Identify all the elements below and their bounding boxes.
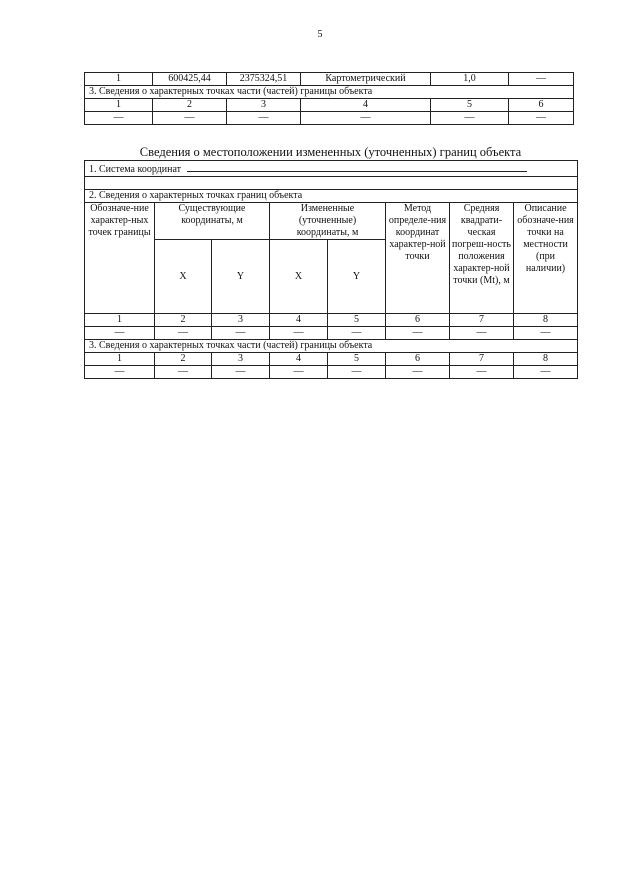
table-row [85,73,574,86]
table-cell: — [85,366,155,379]
header-method: Метод определе-ния координат характер-ной точки [386,203,450,314]
column-number: 1 [85,314,155,327]
section-heading: 2. Сведения о характерных точках границ объекта [85,190,578,203]
table-cell: 2375324,51 [227,73,301,86]
column-number: 4 [270,353,328,366]
table-cell: — [514,327,578,340]
table-row [85,99,574,112]
column-number: 1 [85,353,155,366]
table-cell: — [155,366,212,379]
column-number: 5 [328,353,386,366]
table-row [85,161,578,177]
table-cell: — [450,366,514,379]
header-y-changed: Y [328,240,386,314]
blank-line [187,161,527,172]
table-row [85,340,578,353]
table-cell: — [212,366,270,379]
column-number: 2 [153,99,227,112]
table-cell: 1 [85,73,153,86]
points-table-previous [84,72,574,125]
header-changed-coordinates: Измененные (уточненные) координаты, м [270,203,386,240]
column-number: 3 [212,353,270,366]
column-number: 8 [514,353,578,366]
table-cell: — [270,366,328,379]
table-cell: — [227,112,301,125]
header-designation: Обозначе-ние характер-ных точек границы [85,203,155,314]
table-row [85,353,578,366]
table-cell: — [514,366,578,379]
coordinate-system-row [85,161,578,177]
table-cell: — [386,327,450,340]
column-number: 3 [227,99,301,112]
header-existing-coordinates: Существующие координаты, м [155,203,270,240]
table-cell: — [328,366,386,379]
table-cell: 600425,44 [153,73,227,86]
header-description: Описание обозначе-ния точки на местности (при наличии) [514,203,578,314]
table-row [85,177,578,190]
table-row [85,327,578,340]
table-row [85,112,574,125]
table-cell: — [450,327,514,340]
blank-row [85,177,578,190]
column-number: 7 [450,353,514,366]
column-number: 7 [450,314,514,327]
table-cell: — [431,112,509,125]
header-rms-error: Средняя квадрати-ческая погреш-ность положения характер-ной точки (Mt), м [450,203,514,314]
table-cell: — [85,327,155,340]
column-number: 3 [212,314,270,327]
column-number: 4 [301,99,431,112]
table-cell: — [155,327,212,340]
page-number: 5 [317,29,323,40]
column-number: 1 [85,99,153,112]
column-number: 2 [155,353,212,366]
table-cell: 1,0 [431,73,509,86]
points-table-changed [84,160,578,379]
table-row [85,366,578,379]
section-heading: 3. Сведения о характерных точках части (частей) границы объекта [85,86,574,99]
coordinate-system-label: 1. Система координат [89,164,182,175]
column-number: 2 [155,314,212,327]
column-number: 6 [386,314,450,327]
table-cell: — [301,112,431,125]
column-number: 6 [509,99,574,112]
table-row [85,314,578,327]
column-number: 8 [514,314,578,327]
table-cell: Картометрический [301,73,431,86]
table-cell: — [386,366,450,379]
table-row [85,86,574,99]
section-title: Сведения о местоположении измененных (уточненных) границ объекта [139,145,522,159]
table-cell: — [270,327,328,340]
table-row [85,190,578,203]
header-x-changed: X [270,240,328,314]
table-cell: — [509,112,574,125]
table-cell: — [509,73,574,86]
table-cell: — [153,112,227,125]
column-number: 6 [386,353,450,366]
section-heading: 3. Сведения о характерных точках части (частей) границы объекта [85,340,578,353]
header-x-existing: X [155,240,212,314]
column-number: 5 [431,99,509,112]
table-cell: — [328,327,386,340]
column-number: 4 [270,314,328,327]
table-cell: — [212,327,270,340]
table-cell: — [85,112,153,125]
column-number: 5 [328,314,386,327]
header-y-existing: Y [212,240,270,314]
header-row [85,203,578,240]
